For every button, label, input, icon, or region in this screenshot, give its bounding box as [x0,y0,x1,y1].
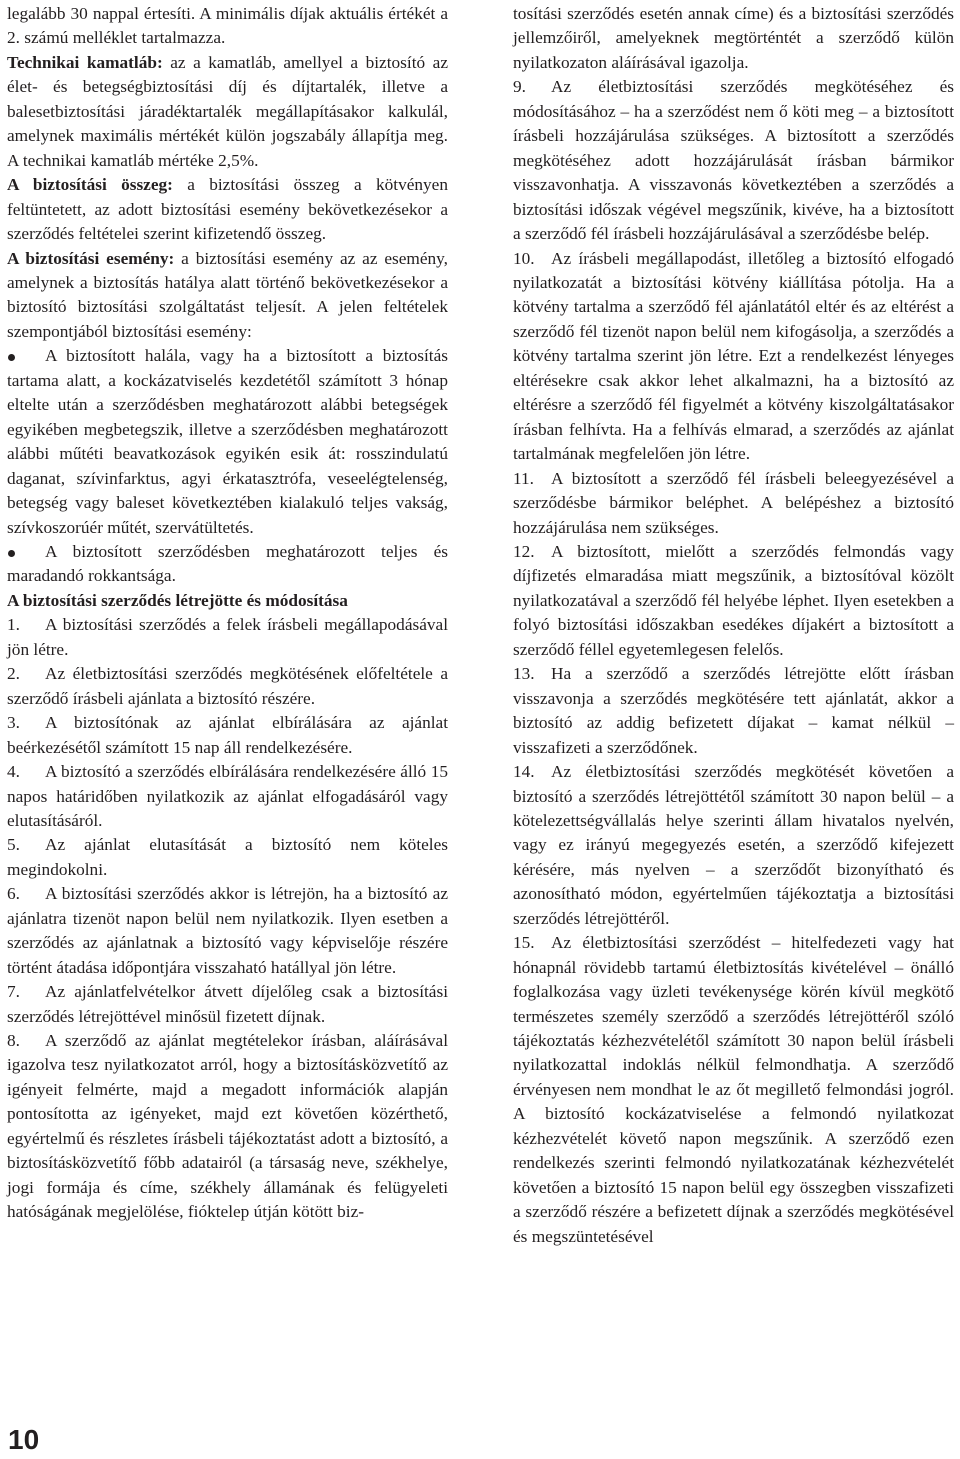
definition-term: A biztosítási összeg: [7,175,173,195]
item-number: 3. [7,713,20,733]
bullet-text: A biztosított szerződésben meghatározott teljes és maradandó rokkantsága. [7,541,448,586]
numbered-item [513,467,954,540]
numbered-item [513,760,954,931]
definition-term: A biztosítási esemény: [7,248,175,268]
item-text: Ha a szerződő a szerződés létrejötte előtt írásban visszavonja a szerződés megkötésére tett ajánlatát, akkor a biztosító az addig befizetett díjakat – kamat nélkül – visszafizeti a szerződőnek. [513,664,954,757]
definition-biztositasi-esemeny [7,247,448,345]
numbered-item [513,662,954,760]
section-heading: A biztosítási szerződés létrejötte és módosítása [7,590,348,610]
item-number: 14. [513,762,535,782]
item-text: A biztosítónak az ajánlat elbírálására az ajánlat beérkezésétől számított 15 nap áll rendelkezésére. [7,713,448,757]
page-number: 10 [8,1424,40,1455]
bullet-item [7,344,448,540]
numbered-item [7,711,448,760]
bullet-text: A biztosított halála, vagy ha a biztosított a biztosítás tartama alatt, a kockázatviselés kezdetétől számított 3 hónap eltelte után a szerződésben meghatározott alábbi betegségek egyikében megbetegszik, illetve a szerződésben meghatározott alábbi műtéti beavatkozások egyikén esik át: rosszindulatú daganat, szívinfarktus, agyi érkatasztrófa, veseelégtelenség, betegség vagy baleset következtében kialakuló teljes vakság, szívkoszorúér műtét, szervátültetés. [7,346,448,537]
numbered-item [513,540,954,662]
item-text: Az életbiztosítási szerződés megkötéséhez és módosításához – ha a szerződést nem ő köti meg – a biztosított írásbeli hozzájárulása szükséges. A biztosított a szerződés megkötéséhez adott hozzájárulását írásban bármikor visszavonhatja. A visszavonás következtében a szerződés a biztosítási időszak végével megszűnik, kivéve, ha a biztosított a szerződő fél írásbeli hozzájárulásával a szerződésbe belép. [513,77,954,244]
item-text: Az életbiztosítási szerződést – hitelfedezeti vagy hat hónapnál rövidebb tartamú életbiztosítás kivételével – önálló foglalkozása vagy üzleti tevékenysége körén kívül megkötő természetes személy szerződő a szerződés létrejöttéről szóló tájékoztatás kézhezvételétől számított 30 napon belül írásbeli nyilatkozattal indoklás nélkül felmondhatja. A szerződő érvényesen nem mondhat le az őt megillető felmondási jogról. A biztosító kockázatviselése a felmondó nyilatkozat kézhezvételét követő napon megszűnik. A szerződő ezen rendelkezés szerinti felmondó nyilatkozatának kézhezvételét követően a biztosító 15 napon belül egy összegben visszafizeti a szerződő részére a befizetett díjnak a szerződés megkötésével és megszüntetésével [513,933,954,1246]
item-number: 6. [7,884,20,904]
item-text: Az ajánlatfelvételkor átvett díjelőleg csak a biztosítási szerződés létrejöttével minősül fizetett díjnak. [7,982,448,1026]
item-text: A biztosított a szerződő fél írásbeli beleegyezésével a szerződésbe bármikor beléphet. A belépéshez a biztosító hozzájárulása nem szükséges. [513,468,954,537]
item-number: 2. [7,664,20,684]
item-number: 10. [513,248,535,268]
item-text: A biztosítási szerződés akkor is létrejön, ha a biztosító az ajánlatra tizenöt napon belül nem nyilatkozik. Ilyen esetben a szerződés az ajánlatnak a biztosító vagy képviselője részére történt átadása időpontjára visszaható hatállyal jön létre. [7,884,448,977]
item-number: 11. [513,468,534,488]
right-column [513,2,954,1249]
left-column [7,2,448,1225]
numbered-item [513,75,954,246]
item-text: A biztosító a szerződés elbírálására rendelkezésére álló 15 napos határidőben nyilatkozik az ajánlat elfogadásáról vagy elutasításáról. [7,762,448,830]
definition-text: a biztosítási összeg a kötvényen feltüntetett, az adott biztosítási esemény bekövetkezésekor a szerződés feltételei szerint kifizetendő összeg. [7,175,448,244]
item-number: 7. [7,982,20,1002]
bullet-icon [8,550,15,557]
item-text: A biztosítási szerződés a felek írásbeli megállapodásával jön létre. [7,615,448,659]
item-text: Az életbiztosítási szerződés megkötésének előfeltétele a szerződő írásbeli ajánlata a biztosító részére. [7,664,448,708]
numbered-item [7,980,448,1029]
definition-text: a biztosítási esemény az az esemény, amelynek a biztosítás hatálya alatt történő bekövetkezésekor a biztosító biztosítási szolgáltatást teljesít. A jelen feltételek szempontjából biztosítási esemény: [7,248,449,341]
numbered-item [7,760,448,833]
bullet-icon [8,354,15,361]
numbered-item [513,247,954,467]
item-text: A szerződő az ajánlat megtételekor írásban, aláírásával igazolva tesz nyilatkozatot arról, hogy a biztosításközvetítő az igényeit felmérte, majd a megadott információk alapján pontosította az igényeket, majd ezt követően közérthető, egyértelmű és részletes írásbeli tájékoztatást adott a biztosító, a biztosításközvetítő főbb adatairól (a társaság neve, székhelye, jogi formája és címe, székhely államának és felügyeleti hatóságának megjelölése, fióktelep útján kötött biz- [7,1031,448,1222]
paragraph-continuation: tosítási szerződés esetén annak címe) és a biztosítási szerződés jellemzőiről, amelyeknek megtörténtét a szerződő külön nyilatkozaton aláírásával igazolja. [513,4,954,72]
definition-term: Technikai kamatláb: [7,52,163,72]
bullet-item [7,540,448,589]
item-text: Az ajánlat elutasítását a biztosító nem köteles megindokolni. [7,835,448,879]
definition-technikai-kamatlab [7,51,448,173]
item-number: 8. [7,1031,20,1051]
item-text: Az írásbeli megállapodást, illetőleg a biztosító elfogadó nyilatkozatát a biztosítási kötvény kiállítása pótolja. Ha a kötvény tartalma a szerződő fél ajánlatától eltér és az eltérést a szerződő fél tizenöt napon belül nem kifogásolja, a szerződés a kötvény tartalma szerint jön létre. Ezt a rendelkezést lényeges eltérésekre csak akkor lehet alkalmazni, ha a biztosító az eltérésre a szerződő fél figyelmét a kötvény kiszolgáltatásakor írásban felhívta. Ha a felhívás elmarad, a szerződés az ajánlat tartalmának megfelelően jön létre. [513,248,954,464]
item-number: 4. [7,762,20,782]
numbered-item [7,613,448,662]
definition-biztositasi-osszeg [7,173,448,246]
definition-text: az a kamatláb, amellyel a biztosító az élet- és betegségbiztosítási díj és díjtartalék, illetve a balesetbiztosítási járadéktartalék megállapításakor kalkulál, amelynek maximális mértékét külön jogszabály állapítja meg. A technikai kamatláb mértéke 2,5%. [7,52,448,170]
numbered-item [7,1029,448,1225]
item-text: Az életbiztosítási szerződés megkötését követően a biztosító a szerződés létrejöttétől számított 30 napon belül – a kötelezettségvállalás helye szerinti állam hivatalos nyelvén, vagy ez irányú megegyezés esetén, a szerződő kifejezett kérésére, más nyelven – a szerződőt bizonyítható és azonosítható módon, egyértelműen tájékoztatja a biztosítási szerződés létrejöttéről. [513,762,954,928]
numbered-item [7,882,448,980]
numbered-item [513,931,954,1249]
numbered-item [7,833,448,882]
item-number: 5. [7,835,20,855]
item-number: 13. [513,664,535,684]
item-text: A biztosított, mielőtt a szerződés felmondás vagy díjfizetés elmaradása miatt megszűnik, a biztosítóval közölt nyilatkozatával a szerződő fél helyébe léphet. Ilyen esetekben a folyó biztosítási időszakban esedékes díjakért a biztosított a szerződő féllel egyetemlegesen felelős. [513,541,954,659]
item-number: 9. [513,77,526,97]
numbered-item [7,662,448,711]
paragraph-continuation: legalább 30 nappal értesíti. A minimális díjak aktuális értékét a 2. számú melléklet tartalmazza. [7,4,448,48]
item-number: 1. [7,615,20,635]
item-number: 12. [513,541,535,561]
item-number: 15. [513,933,535,953]
